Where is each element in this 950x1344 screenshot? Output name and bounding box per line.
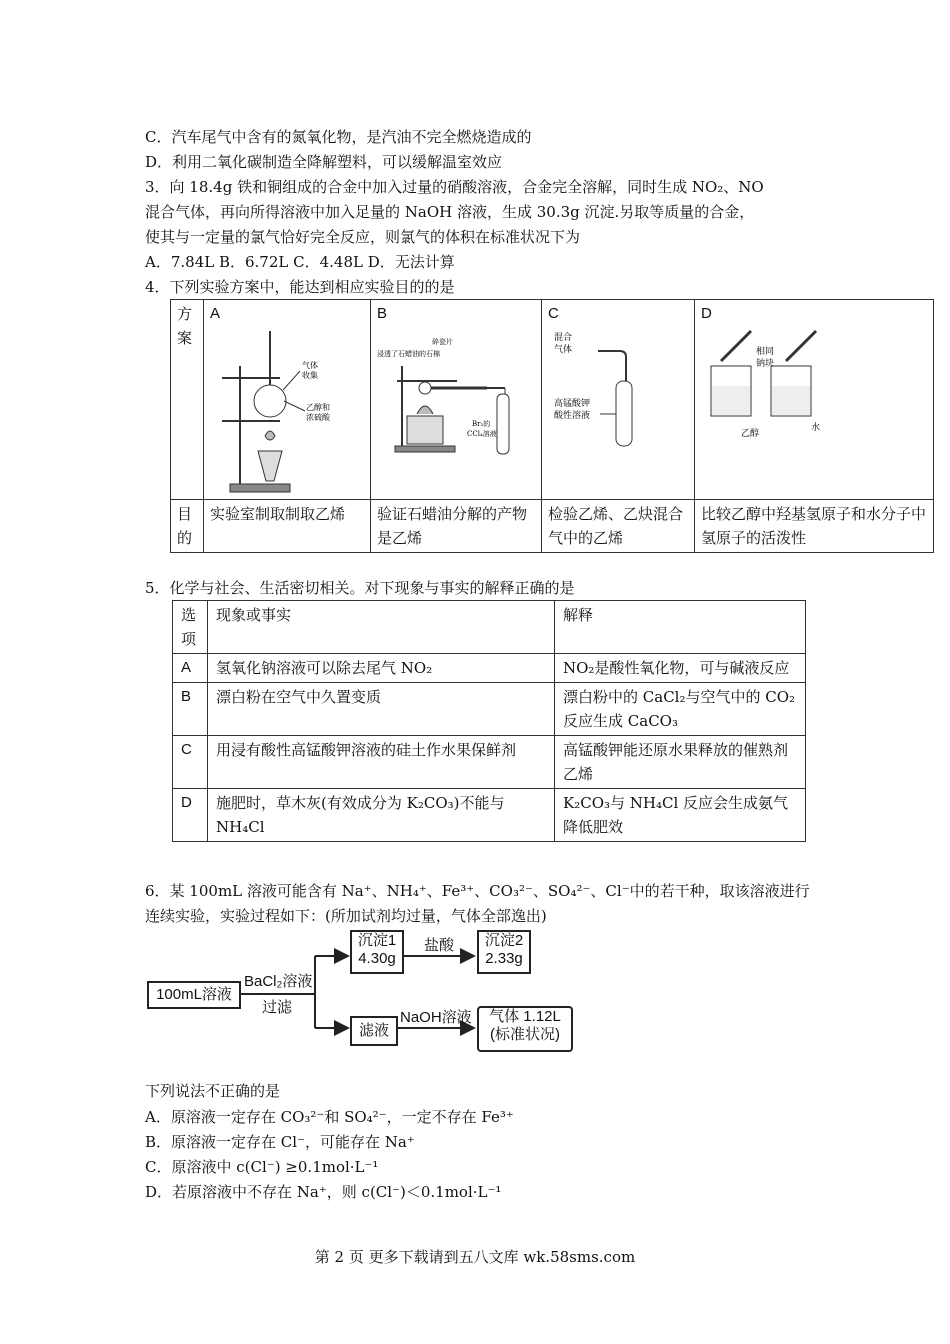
q3-line2: 混合气体，再向所得溶液中加入足量的 NaOH 溶液，生成 30.3g 沉淀.另取等质量的合金， xyxy=(145,203,755,221)
flow-precipitate2-box: 沉淀2 2.33g xyxy=(477,930,531,974)
svg-text:浓硫酸: 浓硫酸 xyxy=(306,413,330,422)
q4-table xyxy=(170,299,934,553)
q4-col-a xyxy=(204,300,371,500)
svg-text:CCl₄溶液: CCl₄溶液 xyxy=(467,430,497,438)
q4-col-c-label: C xyxy=(548,305,559,322)
q4-purpose-d: 比较乙醇中羟基氢原子和水分子中氢原子的活泼性 xyxy=(695,500,934,553)
q5-row-c-explanation: 高锰酸钾能还原水果释放的催熟剂乙烯 xyxy=(555,736,806,789)
svg-text:乙醇和: 乙醇和 xyxy=(306,403,330,412)
q5-row-b-explanation: 漂白粉中的 CaCl₂与空气中的 CO₂反应生成 CaCO₃ xyxy=(555,683,806,736)
q5-row-d-explanation: K₂CO₃与 NH₄Cl 反应会生成氨气降低肥效 xyxy=(555,789,806,842)
q4-col-a-label: A xyxy=(210,305,221,322)
svg-text:相同: 相同 xyxy=(756,347,775,357)
q6-option-a: A．原溶液一定存在 CO₃²⁻和 SO₄²⁻，一定不存在 Fe³⁺ xyxy=(145,1108,514,1126)
q5-row-b-option: B xyxy=(173,683,208,736)
svg-text:浸透了石蜡油的石棉: 浸透了石蜡油的石棉 xyxy=(377,350,440,358)
flow-start-box: 100mL溶液 xyxy=(147,981,241,1009)
q4-row-scheme-label: 方案 xyxy=(171,300,204,500)
q4-col-b-label: B xyxy=(377,305,388,322)
apparatus-d-figure xyxy=(701,326,921,446)
q5-row-d-option: D xyxy=(173,789,208,842)
flow-reagent-bacl2: BaCl₂溶液 xyxy=(244,973,313,990)
q4-col-d xyxy=(695,300,934,500)
flow-hcl-label: 盐酸 xyxy=(424,937,455,954)
q4-col-c xyxy=(542,300,695,500)
apparatus-b-figure xyxy=(377,326,527,466)
q5-row-a-fact: 氢氧化钠溶液可以除去尾气 NO₂ xyxy=(208,654,555,683)
q6-option-b: B．原溶液一定存在 Cl⁻，可能存在 Na⁺ xyxy=(145,1133,415,1151)
svg-text:气体: 气体 xyxy=(554,345,573,355)
svg-text:水: 水 xyxy=(811,423,821,433)
q5-row-c-option: C xyxy=(173,736,208,789)
q4-purpose-b: 验证石蜡油分解的产物是乙烯 xyxy=(371,500,542,553)
apparatus-c-figure xyxy=(548,326,688,456)
q5-header-fact: 现象或事实 xyxy=(208,601,555,654)
q5-row-d-fact: 施肥时，草木灰(有效成分为 K₂CO₃)不能与 NH₄Cl xyxy=(208,789,555,842)
q6-option-d: D．若原溶液中不存在 Na⁺，则 c(Cl⁻)＜0.1mol·L⁻¹ xyxy=(145,1183,502,1201)
q6-stem2: 下列说法不正确的是 xyxy=(145,1082,281,1100)
flow-filter-label: 过滤 xyxy=(262,999,293,1016)
flow-filtrate-box: 滤液 xyxy=(350,1016,398,1046)
q6-line2: 连续实验，实验过程如下：(所加试剂均过量，气体全部逸出) xyxy=(145,907,547,925)
q5-row-a-explanation: NO₂是酸性氧化物，可与碱液反应 xyxy=(555,654,806,683)
q5-header-explanation: 解释 xyxy=(555,601,806,654)
svg-text:混合: 混合 xyxy=(554,333,573,343)
flow-gas-box: 气体 1.12L (标准状况) xyxy=(477,1006,573,1052)
svg-text:高锰酸钾: 高锰酸钾 xyxy=(554,399,591,409)
q6-option-c: C．原溶液中 c(Cl⁻) ≥0.1mol·L⁻¹ xyxy=(145,1158,379,1176)
page-footer: 第 2 页 更多下载请到五八文库 wk.58sms.com xyxy=(314,1248,636,1266)
svg-text:收集: 收集 xyxy=(302,371,318,380)
q5-stem: 5．化学与社会、生活密切相关。对下现象与事实的解释正确的是 xyxy=(145,579,575,597)
flow-naoh-label: NaOH溶液 xyxy=(400,1009,472,1026)
q5-header-option: 选项 xyxy=(173,601,208,654)
q4-col-d-label: D xyxy=(701,305,712,322)
q2-option-c: C．汽车尾气中含有的氮氧化物，是汽油不完全燃烧造成的 xyxy=(145,128,532,146)
svg-text:碎瓷片: 碎瓷片 xyxy=(432,338,453,346)
q4-row-purpose-label: 目的 xyxy=(171,500,204,553)
svg-text:钠块: 钠块 xyxy=(756,359,775,369)
q3-line3: 使其与一定量的氯气恰好完全反应，则氯气的体积在标准状况下为 xyxy=(145,228,581,246)
q6-line1: 6．某 100mL 溶液可能含有 Na⁺、NH₄⁺、Fe³⁺、CO₃²⁻、SO₄²⁻、Cl⁻中的若干种，取该溶液进行 xyxy=(145,882,810,900)
q3-options: A．7.84L B．6.72L C．4.48L D．无法计算 xyxy=(145,253,455,271)
svg-text:气体: 气体 xyxy=(302,361,318,370)
q5-row-c-fact: 用浸有酸性高锰酸钾溶液的硅土作水果保鲜剂 xyxy=(208,736,555,789)
svg-text:酸性溶液: 酸性溶液 xyxy=(554,411,591,421)
svg-text:Br₂的: Br₂的 xyxy=(472,420,491,428)
apparatus-a-figure xyxy=(210,326,360,496)
q5-table xyxy=(172,600,806,842)
q3-line1: 3．向 18.4g 铁和铜组成的合金中加入过量的硝酸溶液，合金完全溶解，同时生成 NO₂、NO xyxy=(145,178,764,196)
q5-row-a-option: A xyxy=(173,654,208,683)
q4-col-b xyxy=(371,300,542,500)
q5-row-b-fact: 漂白粉在空气中久置变质 xyxy=(208,683,555,736)
flow-precipitate1-box: 沉淀1 4.30g xyxy=(350,930,404,974)
q4-purpose-c: 检验乙烯、乙炔混合气中的乙烯 xyxy=(542,500,695,553)
q4-stem: 4．下列实验方案中，能达到相应实验目的的是 xyxy=(145,278,455,296)
q4-purpose-a: 实验室制取制取乙烯 xyxy=(204,500,371,553)
q2-option-d: D．利用二氧化碳制造全降解塑料，可以缓解温室效应 xyxy=(145,153,503,171)
svg-text:乙醇: 乙醇 xyxy=(741,429,760,439)
